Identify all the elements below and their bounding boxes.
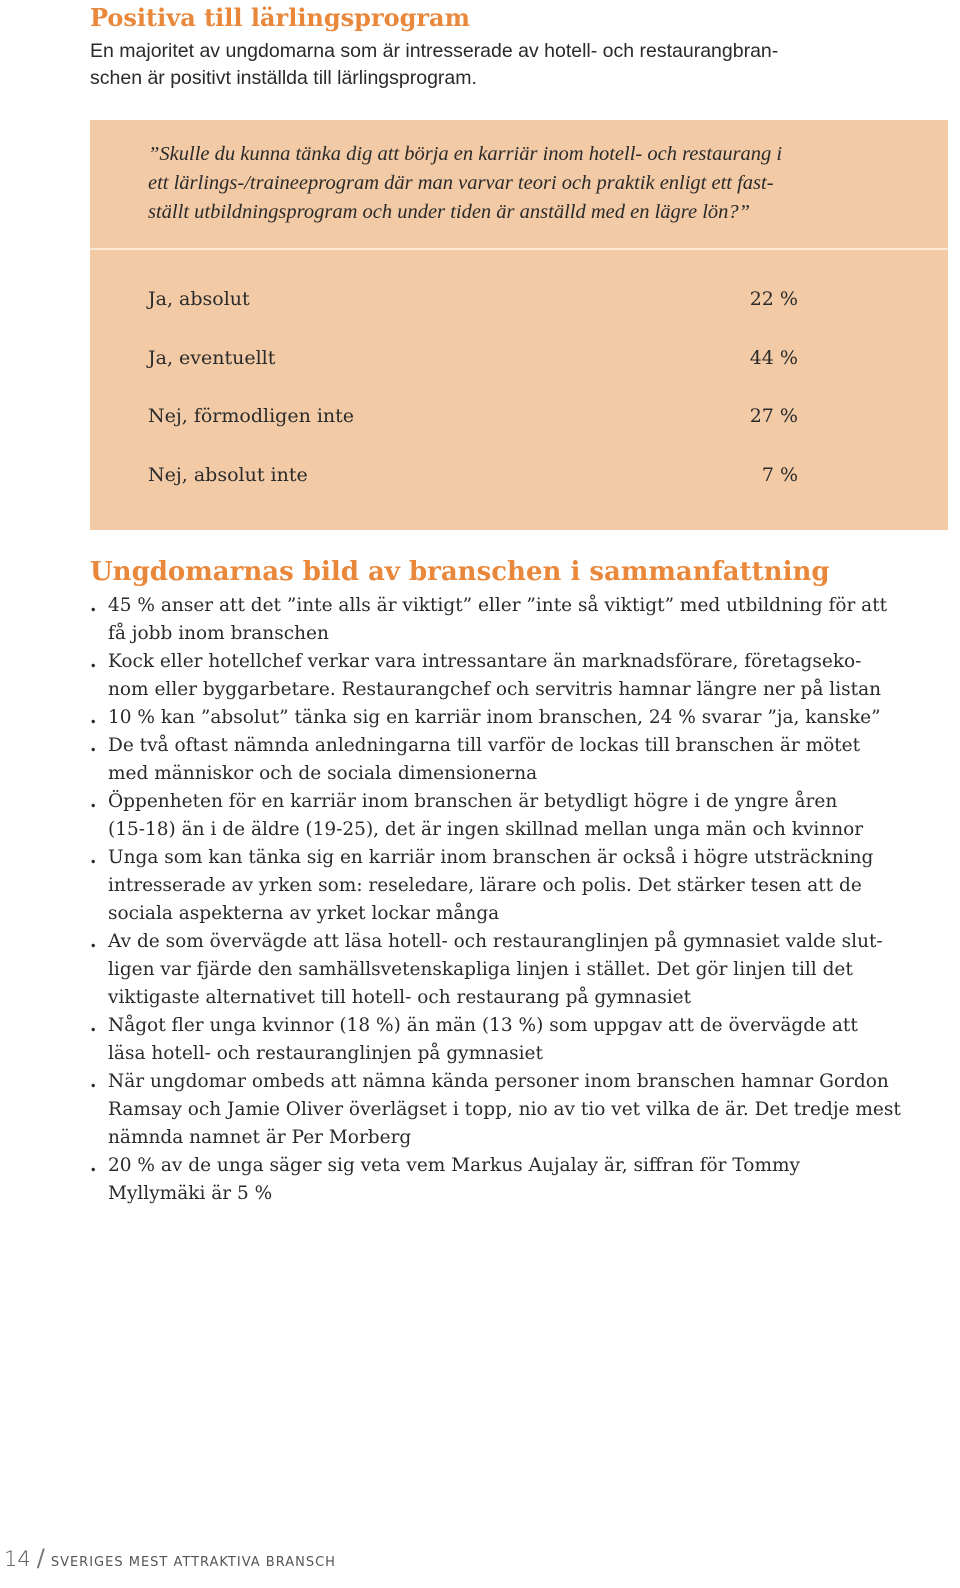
answer-label: Nej, absolut inte bbox=[148, 464, 308, 486]
list-item bbox=[90, 928, 930, 1012]
list-item bbox=[90, 592, 930, 648]
answer-percentage: 44 % bbox=[749, 347, 798, 369]
bullet-line: De två oftast nämnda anledningarna till varför de lockas till branschen är mötet bbox=[108, 735, 861, 756]
bullet-line: 10 % kan ”absolut” tänka sig en karriär inom branschen, 24 % svarar ”ja, kanske” bbox=[108, 707, 881, 728]
bullet-line: intresserade av yrken som: reseledare, lärare och polis. Det stärker tesen att de bbox=[108, 875, 862, 896]
bullet-line: med människor och de sociala dimensionerna bbox=[108, 763, 538, 784]
section-heading-apprenticeship: Positiva till lärlingsprogram bbox=[90, 3, 470, 32]
list-item bbox=[90, 648, 930, 704]
bullet-line: Ramsay och Jamie Oliver överlägset i topp, nio av tio vet vilka de är. Det tredje mest bbox=[108, 1099, 901, 1120]
list-item bbox=[90, 704, 930, 732]
intro-line: schen är positivt inställda till lärlingsprogram. bbox=[90, 67, 477, 89]
list-item bbox=[90, 1152, 930, 1208]
answer-percentage: 7 % bbox=[761, 464, 798, 486]
bullet-line: När ungdomar ombeds att nämna kända personer inom branschen hamnar Gordon bbox=[108, 1071, 889, 1092]
bullet-line: nämnda namnet är Per Morberg bbox=[108, 1127, 412, 1148]
answer-percentage: 27 % bbox=[749, 405, 798, 427]
bullet-line: 20 % av de unga säger sig veta vem Markus Aujalay är, siffran för Tommy bbox=[108, 1155, 800, 1176]
answer-label: Nej, förmodligen inte bbox=[148, 405, 355, 427]
answer-label: Ja, eventuellt bbox=[148, 347, 276, 369]
bullet-line: nom eller byggarbetare. Restaurangchef och servitris hamnar längre ner på listan bbox=[108, 679, 882, 700]
bullet-marker: . bbox=[90, 595, 97, 616]
bullet-line: Kock eller hotellchef verkar vara intressantare än marknadsförare, företagseko- bbox=[108, 651, 862, 672]
page-footer bbox=[4, 1544, 336, 1572]
bullet-line: (15-18) än i de äldre (19-25), det är ingen skillnad mellan unga män och kvinnor bbox=[108, 819, 864, 840]
box-divider bbox=[90, 248, 948, 250]
page-number: 14 bbox=[4, 1547, 31, 1571]
survey-question bbox=[148, 140, 938, 227]
bullet-marker: . bbox=[90, 651, 97, 672]
bullet-line: Av de som övervägde att läsa hotell- och restauranglinjen på gymnasiet valde slut- bbox=[108, 931, 883, 952]
bullet-line: ligen var fjärde den samhällsvetenskapliga linjen i stället. Det gör linjen till det bbox=[108, 959, 853, 980]
bullet-marker: . bbox=[90, 847, 97, 868]
bullet-line: viktigaste alternativet till hotell- och restaurang på gymnasiet bbox=[108, 987, 692, 1008]
bullet-marker: . bbox=[90, 735, 97, 756]
question-line: ett lärlings-/traineeprogram där man varvar teori och praktik enligt ett fast- bbox=[148, 172, 774, 194]
bullet-line: Unga som kan tänka sig en karriär inom branschen är också i högre utsträckning bbox=[108, 847, 874, 868]
list-item bbox=[90, 1012, 930, 1068]
bullet-line: Myllymäki är 5 % bbox=[108, 1183, 273, 1204]
list-item bbox=[90, 1068, 930, 1152]
survey-question-box bbox=[90, 120, 948, 530]
bullet-marker: . bbox=[90, 791, 97, 812]
intro-paragraph bbox=[90, 38, 890, 92]
bullet-marker: . bbox=[90, 1155, 97, 1176]
question-line: ställt utbildningsprogram och under tiden är anställd med en lägre lön?” bbox=[148, 201, 751, 223]
list-item bbox=[90, 788, 930, 844]
footer-separator: / bbox=[36, 1544, 45, 1572]
bullet-line: 45 % anser att det ”inte alls är viktigt” eller ”inte så viktigt” med utbildning för att bbox=[108, 595, 888, 616]
section-heading-summary: Ungdomarnas bild av branschen i sammanfattning bbox=[90, 557, 830, 587]
question-line: ”Skulle du kunna tänka dig att börja en karriär inom hotell- och restaurang i bbox=[148, 143, 783, 165]
bullet-marker: . bbox=[90, 1071, 97, 1092]
summary-bullet-list bbox=[90, 592, 930, 1208]
intro-line: En majoritet av ungdomarna som är intresserade av hotell- och restaurangbran- bbox=[90, 40, 779, 62]
bullet-line: sociala aspekterna av yrket lockar många bbox=[108, 903, 500, 924]
bullet-line: Något fler unga kvinnor (18 %) än män (13 %) som uppgav att de övervägde att bbox=[108, 1015, 858, 1036]
answer-label: Ja, absolut bbox=[148, 288, 250, 310]
publication-title: SVERIGES MEST ATTRAKTIVA BRANSCH bbox=[50, 1555, 336, 1570]
bullet-line: läsa hotell- och restauranglinjen på gymnasiet bbox=[108, 1043, 543, 1064]
bullet-line: få jobb inom branschen bbox=[108, 623, 329, 644]
bullet-marker: . bbox=[90, 931, 97, 952]
bullet-line: Öppenheten för en karriär inom branschen är betydligt högre i de yngre åren bbox=[108, 791, 838, 812]
list-item bbox=[90, 844, 930, 928]
answer-percentage: 22 % bbox=[749, 288, 798, 310]
bullet-marker: . bbox=[90, 1015, 97, 1036]
list-item bbox=[90, 732, 930, 788]
bullet-marker: . bbox=[90, 707, 97, 728]
